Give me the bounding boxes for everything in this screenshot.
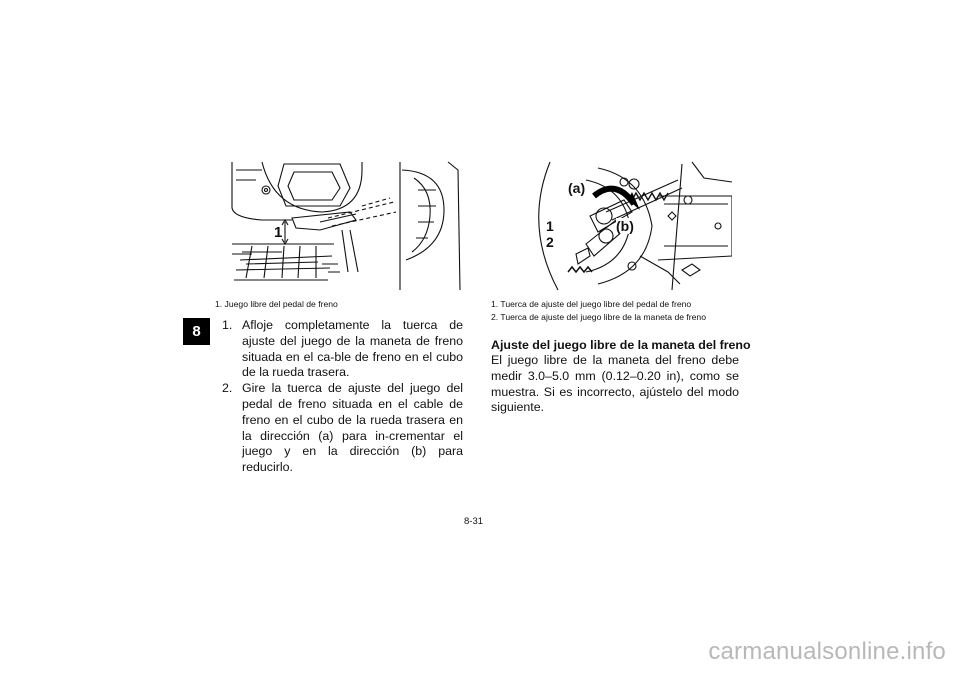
callout-a: (a) xyxy=(568,180,586,196)
right-figure-caption-1: 1. Tuerca de ajuste del juego libre del pedal de freno xyxy=(491,299,692,309)
adjustment-steps xyxy=(215,318,463,476)
step-number: 2. xyxy=(222,381,233,396)
step-text: Gire la tuerca de ajuste del juego del pedal de freno situada en el cable de freno en el cubo de la rueda trasera en la dirección (a) para in-crementar el juego y en la dirección (b) para reducirlo. xyxy=(242,381,463,475)
left-figure-caption: 1. Juego libre del pedal de freno xyxy=(215,299,338,309)
brake-adjuster-figure xyxy=(532,160,732,292)
callout-1: 1 xyxy=(274,224,283,241)
watermark: carmanualsonline.info xyxy=(708,638,946,665)
callout-b: (b) xyxy=(616,218,634,234)
section-tab: 8 xyxy=(183,318,210,345)
brake-pedal-drawing xyxy=(222,160,462,292)
section-heading: Ajuste del juego libre de la maneta del freno xyxy=(491,338,751,352)
section-paragraph: El juego libre de la maneta del freno debe medir 3.0–5.0 mm (0.12–0.20 in), como se muestra. Si es incorrecto, ajústelo del modo siguiente. xyxy=(491,353,739,415)
brake-pedal-figure xyxy=(222,160,462,292)
step-item xyxy=(215,318,463,381)
page-number: 8-31 xyxy=(464,516,484,527)
step-item xyxy=(215,381,463,476)
step-number: 1. xyxy=(222,318,233,332)
right-figure-caption-2: 2. Tuerca de ajuste del juego libre de la maneta de freno xyxy=(491,312,706,322)
step-text: Afloje completamente la tuerca de ajuste del juego de la maneta de freno situada en el ca-ble de freno en el cubo de la rueda trasera. xyxy=(242,318,463,380)
callout-1: 1 xyxy=(546,218,554,234)
callout-2: 2 xyxy=(546,234,554,250)
